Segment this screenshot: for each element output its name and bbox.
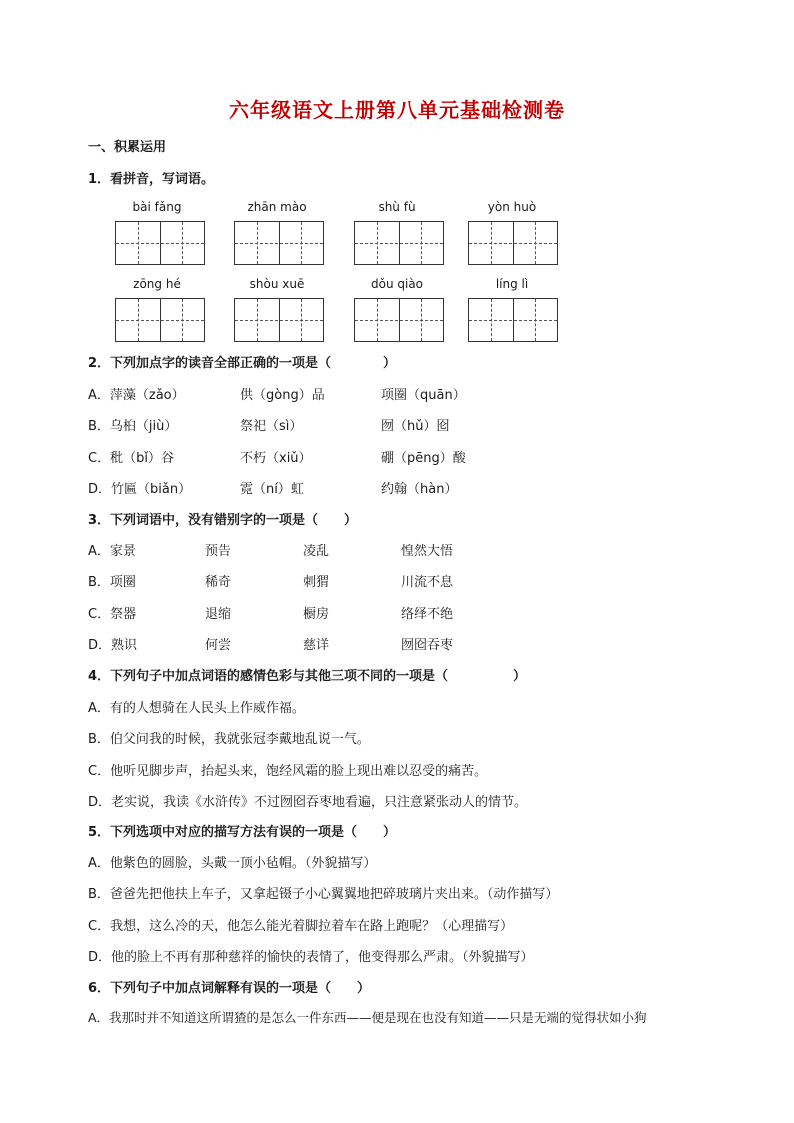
option-item: D．竹匾（biǎn） (88, 482, 192, 497)
pinyin-label: zhān mào (247, 200, 307, 214)
option-item: 稀奇 (205, 575, 232, 590)
option-item: B．乌桕（jiù） (88, 419, 178, 434)
option-item: 何尝 (205, 638, 232, 653)
option-item: B．项圈 (88, 575, 136, 590)
question-2-stem: 2．下列加点字的读音全部正确的一项是（ ） (88, 356, 397, 371)
option-item: 川流不息 (401, 575, 454, 590)
writing-grid[interactable] (468, 298, 558, 342)
option-item: 囫囵吞枣 (401, 638, 454, 653)
option-item: 慈详 (303, 638, 330, 653)
option-item: 刺猬 (303, 575, 330, 590)
option-item: 硼（pēng）酸 (381, 451, 466, 466)
question-3-stem: 3．下列词语中，没有错别字的一项是（ ） (88, 513, 358, 528)
option-item: D．老实说，我读《水浒传》不过囫囵吞枣地看遍，只注意紧张动人的情节。 (88, 795, 528, 810)
writing-grid[interactable] (115, 221, 205, 265)
pinyin-label: líng lì (495, 277, 529, 291)
question-6-stem: 6．下列句子中加点词解释有误的一项是（ ） (88, 981, 371, 996)
section-heading: 一、积累运用 (88, 140, 167, 155)
pinyin-label: dǒu qiào (370, 277, 424, 291)
option-item: A．我那时并不知道这所谓猹的是怎么一件东西——便是现在也没有知道——只是无端的觉得状如小狗 (88, 1010, 647, 1025)
option-item: 供（gòng）品 (240, 388, 325, 403)
option-item: A．家景 (88, 544, 136, 559)
writing-grid[interactable] (354, 298, 444, 342)
page-title: 六年级语文上册第八单元基础检测卷 (229, 98, 565, 122)
option-item: 橱房 (303, 607, 330, 622)
pinyin-label: zōng hé (133, 277, 181, 291)
option-item: 项圈（quān） (381, 388, 466, 403)
writing-grid[interactable] (234, 221, 324, 265)
option-item: C．秕（bǐ）谷 (88, 451, 174, 466)
option-item: 囫（hǔ）囵 (381, 419, 450, 434)
option-item: D．他的脸上不再有那种慈祥的愉快的表情了，他变得那么严肃。（外貌描写） (88, 950, 534, 965)
pinyin-label: bài fǎng (132, 200, 182, 214)
question-5-stem: 5．下列选项中对应的描写方法有误的一项是（ ） (88, 825, 397, 840)
option-item: C．祭器 (88, 607, 137, 622)
option-item: B．爸爸先把他扶上车子，又拿起镊子小心翼翼地把碎玻璃片夹出来。（动作描写） (88, 887, 559, 902)
writing-grid[interactable] (354, 221, 444, 265)
pinyin-label: yòn huò (487, 200, 537, 214)
option-item: 惶然大悟 (401, 544, 454, 559)
option-item: B．伯父问我的时候，我就张冠李戴地乱说一气。 (88, 732, 370, 747)
option-item: 预告 (205, 544, 232, 559)
pinyin-label: shù fù (378, 200, 416, 214)
option-item: C．我想，这么冷的天，他怎么能光着脚拉着车在路上跑呢？（心理描写） (88, 919, 514, 934)
option-item: 约翰（hàn） (381, 482, 458, 497)
option-item: 退缩 (205, 607, 232, 622)
writing-grid[interactable] (115, 298, 205, 342)
option-item: 络绎不绝 (401, 607, 454, 622)
option-item: 霓（ní）虹 (240, 482, 304, 497)
option-item: A．萍藻（zǎo） (88, 388, 185, 403)
option-item: 凌乱 (303, 544, 330, 559)
writing-grid[interactable] (234, 298, 324, 342)
option-item: C．他听见脚步声，抬起头来，饱经风霜的脸上现出难以忍受的痛苦。 (88, 764, 488, 779)
writing-grid[interactable] (468, 221, 558, 265)
option-item: 不朽（xiǔ） (240, 451, 312, 466)
option-item: 祭祀（sì） (240, 419, 303, 434)
option-item: D．熟识 (88, 638, 138, 653)
question-4-stem: 4．下列句子中加点词语的感情色彩与其他三项不同的一项是（ ） (88, 669, 527, 684)
question-1-stem: 1．看拼音，写词语。 (88, 172, 215, 187)
pinyin-label: shòu xuē (249, 277, 305, 291)
option-item: A．有的人想骑在人民头上作威作福。 (88, 701, 305, 716)
option-item: A．他紫色的圆脸，头戴一顶小毡帽。（外貌描写） (88, 856, 377, 871)
